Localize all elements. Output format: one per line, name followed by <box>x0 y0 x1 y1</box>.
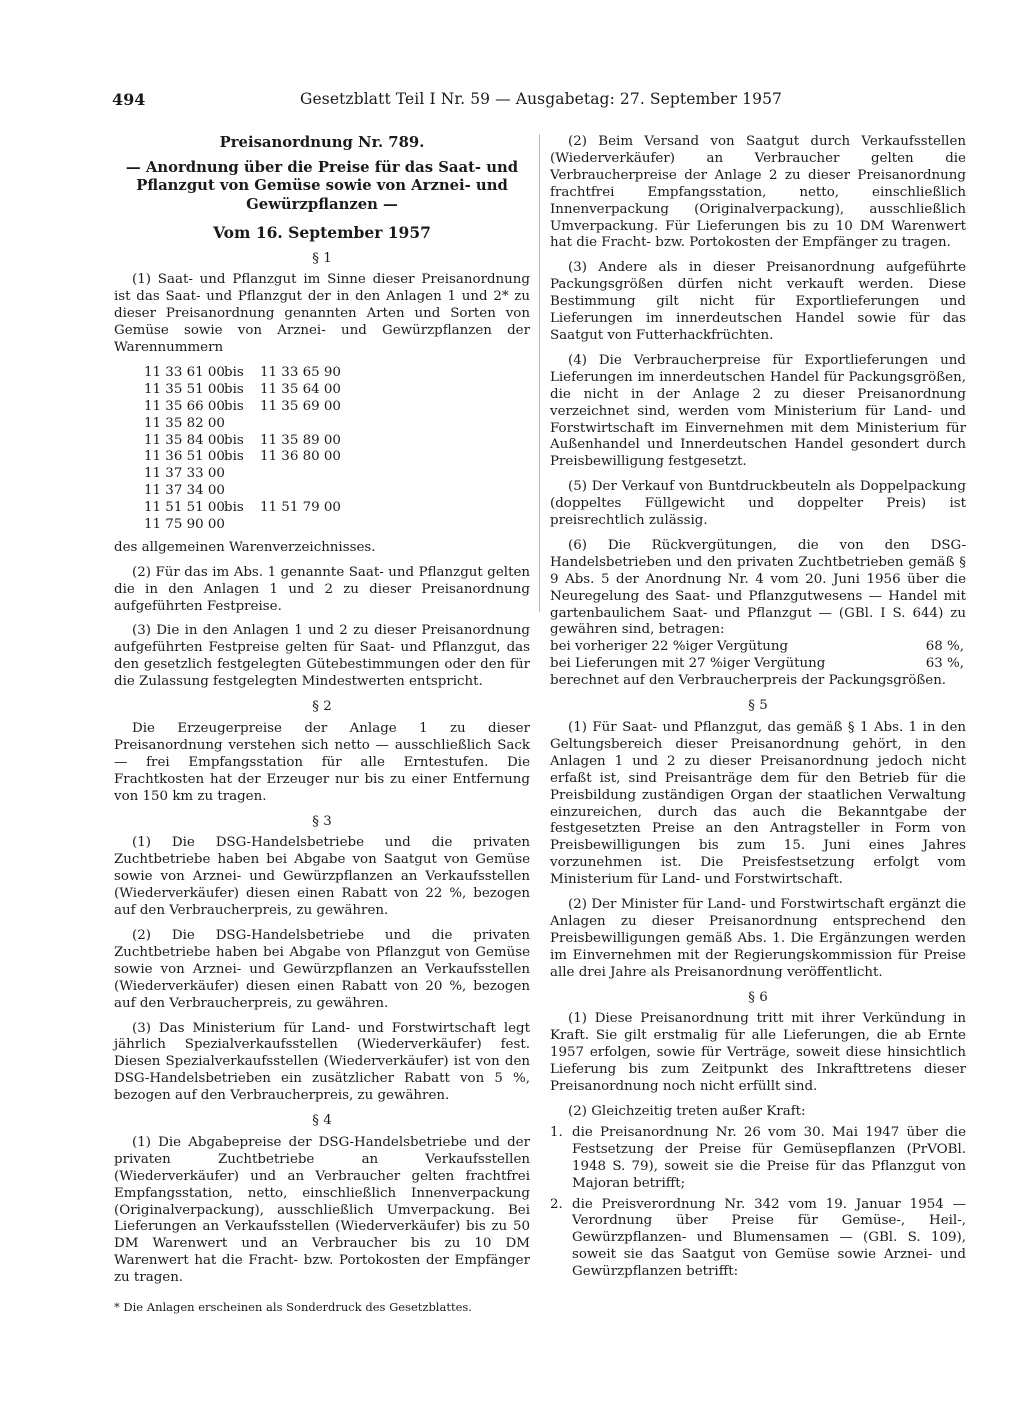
repeal-list-item <box>550 1125 966 1193</box>
refund-rate-row <box>550 639 966 656</box>
list-item-text: die Preisverordnung Nr. 342 vom 19. Januar 1954 — Verordnung über Preise für Gemüse-, Heil-, Gewürzpflanzen- und Blumensamen — (GBl. S. 109), soweit sie das Saatgut von Gemüse sowie Arznei- und Gewürzpflanzen betrifft: <box>572 1196 966 1280</box>
ordinance-date: Vom 16. September 1957 <box>213 223 431 242</box>
section-1-paragraph-3: (3) Die in den Anlagen 1 und 2 zu dieser Preisanordnung aufgeführten Festpreise gelten für Saat- und Pflanzgut, das den gesetzlich festgelegten Gütebestimmungen oder den für die Zulassung festgelegten Mindestwerten entspricht. <box>114 623 530 690</box>
gazette-title: Gesetzblatt Teil I Nr. 59 — Ausgabetag: 27. September 1957 <box>300 90 782 108</box>
ordinance-number: Preisanordnung Nr. 789. <box>219 134 425 151</box>
ware-number-row: 11 51 51 00bis 11 51 79 00 <box>144 500 341 516</box>
section-3-paragraph-3: (3) Das Ministerium für Land- und Forstwirtschaft legt jährlich Spezialverkaufsstellen (Wiederverkäufer) fest. Diesen Spezialverkaufsstellen (Wiederverkäufer) ist von den DSG-Handelsbetrieben ein zusätzlicher Rabatt von 5 %, bezogen auf den Verbraucherpreis, zu gewähren. <box>114 1020 530 1104</box>
refund-rate-label: bei Lieferungen mit 27 %iger Vergütung <box>550 656 826 672</box>
ware-number-row: 11 35 84 00bis 11 35 89 00 <box>144 432 341 448</box>
section-1-paragraph-2: (2) Für das im Abs. 1 genannte Saat- und Pflanzgut gelten die in den Anlagen 1 und 2 zu dieser Preisanordnung aufgeführten Festpreise. <box>114 564 530 614</box>
ware-number-list <box>144 365 530 534</box>
list-item-number: 2. <box>550 1196 563 1212</box>
section-4-paragraph-3: (3) Andere als in dieser Preisanordnung aufgeführte Packungsgrößen dürfen nicht verkauft werden. Diese Bestimmung gilt nicht für Exportlieferungen und Lieferungen im innerdeutschen Handel sowie für das Saatgut von Futterhackfrüchten. <box>550 260 966 343</box>
ware-number-row: 11 33 61 00bis 11 33 65 90 <box>144 364 341 380</box>
left-column <box>114 134 530 1316</box>
section-3-heading: § 3 <box>312 813 332 829</box>
section-1-paragraph-1: (1) Saat- und Pflanzgut im Sinne dieser Preisanordnung ist das Saat- und Pflanzgut der in den Anlagen 1 und 2* zu dieser Preisanordnung genannten Arten und Sorten von Gemüse sowie von Arznei- und Gewürzpflanzen der Warennummern <box>114 272 530 356</box>
footnote: * Die Anlagen erscheinen als Sonderdruck des Gesetzblattes. <box>114 1300 472 1315</box>
section-4-paragraph-6-after: berechnet auf den Verbraucherpreis der Packungsgrößen. <box>550 673 947 689</box>
page-header <box>112 90 782 114</box>
refund-rate-label: bei vorheriger 22 %iger Vergütung <box>550 639 789 655</box>
ware-number-row: 11 36 51 00bis 11 36 80 00 <box>144 449 341 465</box>
section-3-paragraph-2: (2) Die DSG-Handelsbetriebe und die privaten Zuchtbetriebe haben bei Abgabe von Pflanzgut von Gemüse sowie von Arznei- und Gewürzpflanzen an Verkaufsstellen (Wiederverkäufer) diesen einen Rabatt von 20 %, bezogen auf den Verbraucherpreis, zu gewähren. <box>114 927 530 1011</box>
section-4-paragraph-2: (2) Beim Versand von Saatgut durch Verkaufsstellen (Wiederverkäufer) an Verbraucher gelten die Verbraucherpreise der Anlage 2 zu dieser Preisanordnung frachtfrei Empfangsstation, netto, einschließlich Innenverpackung (Originalverpackung), ausschließlich Umverpackung. Für Lieferungen bis zu 10 DM Warenwert hat die Fracht- bzw. Portokosten der Empfänger zu tragen. <box>550 134 966 251</box>
section-6-paragraph-2: (2) Gleichzeitig treten außer Kraft: <box>568 1104 806 1119</box>
section-4-paragraph-4: (4) Die Verbraucherpreise für Exportlieferungen und Lieferungen im innerdeutschen Handel für Packungsgrößen, die nicht in der Anlage 2 zu dieser Preisanordnung verzeichnet sind, werden vom Ministerium für Land- und Forstwirtschaft im Einvernehmen mit dem Ministerium für Außenhandel und Innerdeutschen Handel gesondert durch Preisbewilligung festgesetzt. <box>550 352 966 470</box>
ware-number-row: 11 37 34 00 <box>144 483 225 499</box>
section-1-heading: § 1 <box>312 250 332 266</box>
ware-number-row: 11 35 66 00bis 11 35 69 00 <box>144 398 341 414</box>
section-5-heading: § 5 <box>748 698 768 714</box>
section-2-paragraph-1: Die Erzeugerpreise der Anlage 1 zu dieser Preisanordnung verstehen sich netto — ausschließlich Sack — frei Empfangsstation für alle Erntestufen. Die Frachtkosten hat der Erzeuger nur bis zu einer Entfernung von 150 km zu tragen. <box>114 721 530 804</box>
section-5-paragraph-1: (1) Für Saat- und Pflanzgut, das gemäß § 1 Abs. 1 in den Geltungsbereich dieser Preisanordnung gehört, in den Anlagen 1 und 2 zu dieser Preisanordnung jedoch nicht erfaßt ist, sind Preisanträge dem für den Betrieb für die Preisbildung zuständigen Organ der staatlichen Verwaltung einzureichen, durch das auch die Bekanntgabe der festgesetzten Preise an den Antragsteller in Form von Preisbewilligungen bis zum 15. Juni eines Jahres vorzunehmen ist. Die Preisfestsetzung erfolgt vom Ministerium für Land- und Forstwirtschaft. <box>550 719 966 888</box>
refund-rate-row <box>550 656 966 673</box>
ware-number-row: 11 35 51 00bis 11 35 64 00 <box>144 381 341 397</box>
refund-rate-value: 68 %, <box>925 639 964 655</box>
section-1-after-list: des allgemeinen Warenverzeichnisses. <box>114 539 376 555</box>
section-6-heading: § 6 <box>748 989 768 1005</box>
refund-rate-value: 63 %, <box>925 656 964 672</box>
list-item-number: 1. <box>550 1124 563 1140</box>
ware-number-row: 11 35 82 00 <box>144 415 225 431</box>
section-3-paragraph-1: (1) Die DSG-Handelsbetriebe und die privaten Zuchtbetriebe haben bei Abgabe von Saatgut von Gemüse sowie von Arznei- und Gewürzpflanzen an Verkaufsstellen (Wiederverkäufer) diesen einen Rabatt von 22 %, bezogen auf den Verbraucherpreis, zu gewähren. <box>114 835 530 919</box>
right-column <box>550 134 966 1285</box>
section-6-paragraph-1: (1) Diese Preisanordnung tritt mit ihrer Verkündung in Kraft. Sie gilt erstmalig für alle Lieferungen, die ab Ernte 1957 erfolgen, sowie für Verträge, soweit diese hinsichtlich Lieferung bis zum Zeitpunkt des Inkrafttretens dieser Preisanordnung noch nicht erfüllt sind. <box>550 1011 966 1095</box>
section-4-paragraph-6: (6) Die Rückvergütungen, die von den DSG-Handelsbetrieben und den privaten Zuchtbetrieben gemäß § 9 Abs. 5 der Anordnung Nr. 4 vom 20. Juni 1956 über die Neuregelung des Saat- und Pflanzgutwesens — Handel mit gartenbaulichem Saat- und Pflanzgut — (GBl. I S. 644) zu gewähren sind, betragen: <box>550 537 966 638</box>
ware-number-row: 11 75 90 00 <box>144 516 225 532</box>
column-divider <box>539 134 540 612</box>
ware-number-row: 11 37 33 00 <box>144 466 225 482</box>
ordinance-title: — Anordnung über die Preise für das Saat- und Pflanzgut von Gemüse sowie von Arznei- und Gewürzpflanzen — <box>125 158 519 213</box>
section-2-heading: § 2 <box>312 699 332 715</box>
list-item-text: die Preisanordnung Nr. 26 vom 30. Mai 1947 über die Festsetzung der Preise für Gemüsepflanzen (PrVOBl. 1948 S. 79), soweit sie die Preise für das Pflanzgut von Majoran betrifft; <box>572 1124 966 1191</box>
section-4-heading: § 4 <box>312 1113 332 1129</box>
section-5-paragraph-2: (2) Der Minister für Land- und Forstwirtschaft ergänzt die Anlagen zu dieser Preisanordnung entsprechend den Preisbewilligungen gemäß Abs. 1. Die Ergänzungen werden im Einvernehmen mit der Regierungskommission für Preise alle drei Jahre als Preisanordnung veröffentlicht. <box>550 897 966 980</box>
page-number: 494 <box>112 90 146 109</box>
section-4-paragraph-5: (5) Der Verkauf von Buntdruckbeuteln als Doppelpackung (doppeltes Füllgewicht und doppelter Preis) ist preisrechtlich zulässig. <box>550 479 966 529</box>
repeal-list-item <box>550 1197 966 1282</box>
section-4-paragraph-1: (1) Die Abgabepreise der DSG-Handelsbetriebe und der privaten Zuchtbetriebe an Verkaufsstellen (Wiederverkäufer) und an Verbraucher gelten frachtfrei Empfangsstation, netto, einschließlich Innenverpackung (Originalverpackung), ausschließlich Umverpackung. Bei Lieferungen an Verkaufsstellen (Wiederverkäufer) bis zu 50 DM Warenwert und an Verbraucher bis zu 10 DM Warenwert hat die Fracht- bzw. Portokosten der Empfänger zu tragen. <box>114 1134 530 1286</box>
